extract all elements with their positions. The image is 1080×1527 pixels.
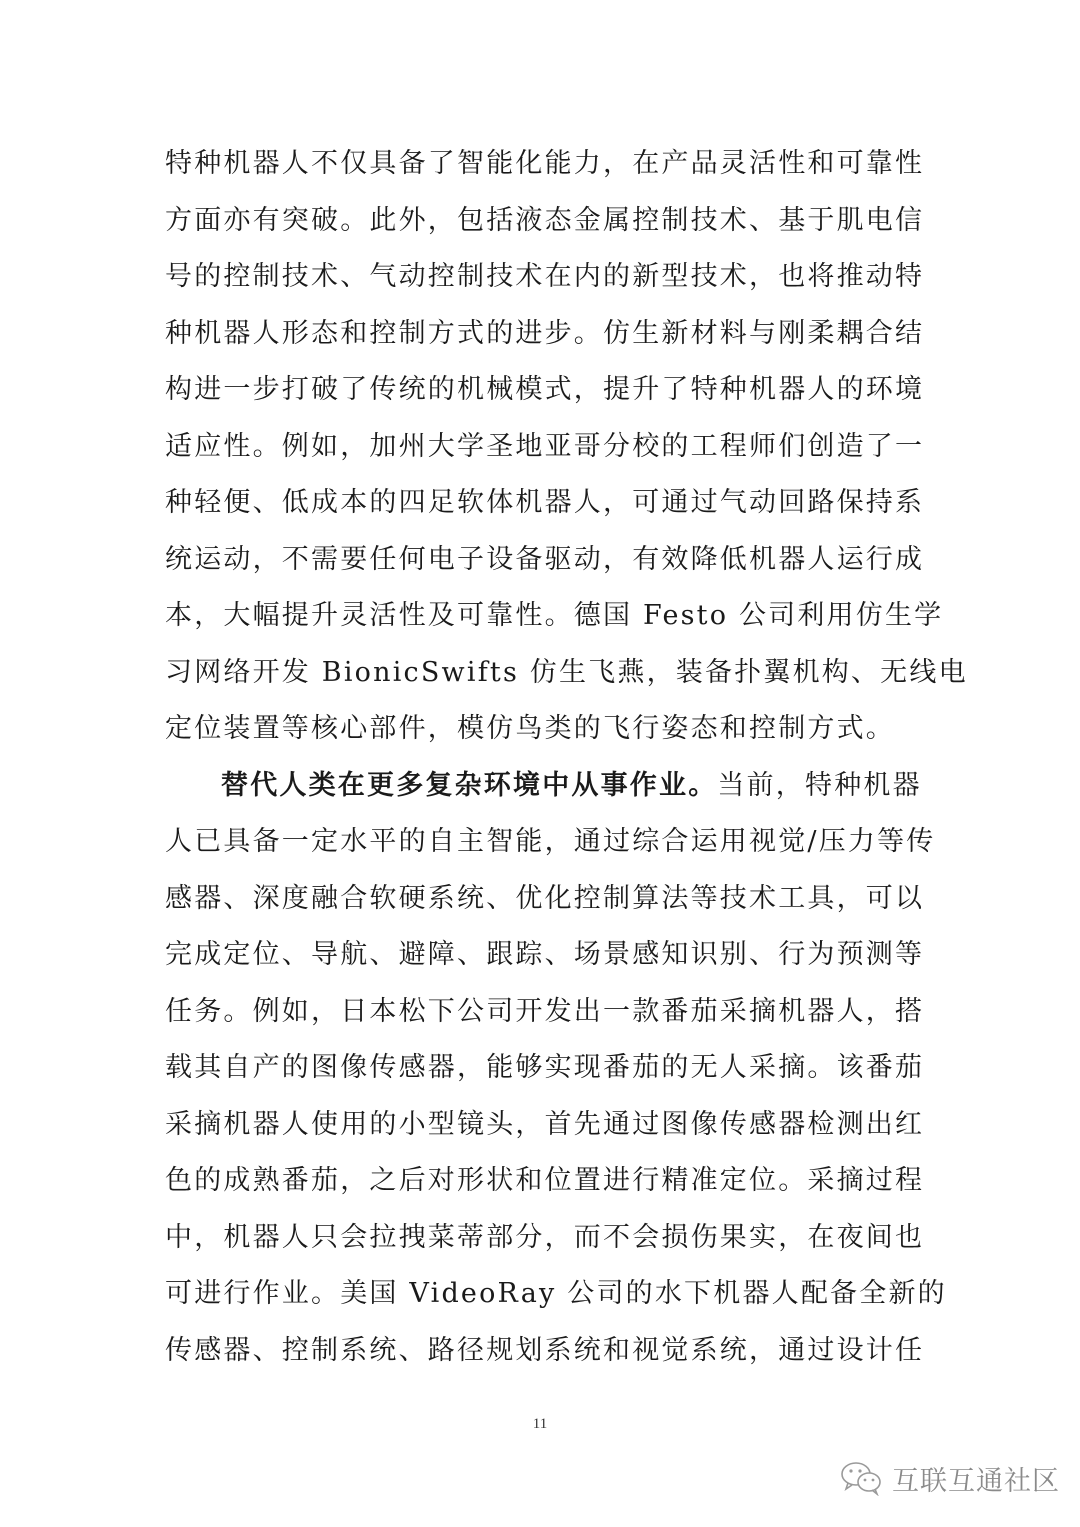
text-line: 可进行作业。美国 VideoRay 公司的水下机器人配备全新的 bbox=[165, 1278, 947, 1309]
watermark-text: 互联互通社区 bbox=[892, 1465, 1060, 1497]
text-line: 中，机器人只会拉拽菜蒂部分，而不会损伤果实，在夜间也 bbox=[165, 1221, 925, 1253]
document-body bbox=[165, 136, 968, 1379]
text-line: 载其自产的图像传感器，能够实现番茄的无人采摘。该番茄 bbox=[165, 1052, 925, 1083]
text-line: 种机器人形态和控制方式的进步。仿生新材料与刚柔耦合结 bbox=[165, 317, 925, 349]
text-line: 完成定位、导航、避障、跟踪、场景感知识别、行为预测等 bbox=[165, 939, 925, 970]
text-line: 构进一步打破了传统的机械模式，提升了特种机器人的环境 bbox=[165, 374, 925, 405]
text-line: 人已具备一定水平的自主智能，通过综合运用视觉/压力等传 bbox=[165, 826, 936, 857]
watermark bbox=[840, 1458, 1060, 1498]
text-line: 统运动，不需要任何电子设备驱动，有效降低机器人运行成 bbox=[165, 543, 925, 575]
text-line: 采摘机器人使用的小型镜头，首先通过图像传感器检测出红 bbox=[165, 1108, 925, 1140]
text-line: 任务。例如，日本松下公司开发出一款番茄采摘机器人，搭 bbox=[165, 995, 925, 1027]
text-line: 方面亦有突破。此外，包括液态金属控制技术、基于肌电信 bbox=[165, 204, 925, 236]
text-line: 定位装置等核心部件，模仿鸟类的飞行姿态和控制方式。 bbox=[165, 713, 895, 744]
wechat-icon bbox=[840, 1460, 884, 1496]
text-span: 当前，特种机器 bbox=[717, 769, 922, 801]
paragraph-heading: 替代人类在更多复杂环境中从事作业。 bbox=[221, 769, 718, 801]
text-line: 适应性。例如，加州大学圣地亚哥分校的工程师们创造了一 bbox=[165, 430, 925, 462]
paragraph-1 bbox=[165, 136, 968, 758]
text-line: 特种机器人不仅具备了智能化能力，在产品灵活性和可靠性 bbox=[165, 148, 925, 179]
text-line: 号的控制技术、气动控制技术在内的新型技术，也将推动特 bbox=[165, 261, 925, 292]
text-line: 习网络开发 BionicSwifts 仿生飞燕，装备扑翼机构、无线电 bbox=[165, 656, 968, 688]
text-line: 种轻便、低成本的四足软体机器人，可通过气动回路保持系 bbox=[165, 487, 925, 518]
text-line: 色的成熟番茄，之后对形状和位置进行精准定位。采摘过程 bbox=[165, 1165, 925, 1196]
paragraph-2 bbox=[165, 758, 947, 1380]
text-line: 感器、深度融合软硬系统、优化控制算法等技术工具，可以 bbox=[165, 882, 925, 914]
page-number: 11 bbox=[532, 1416, 548, 1432]
text-line: 传感器、控制系统、路径规划系统和视觉系统，通过设计任 bbox=[165, 1334, 925, 1366]
text-line bbox=[165, 758, 922, 815]
text-line: 本，大幅提升灵活性及可靠性。德国 Festo 公司利用仿生学 bbox=[165, 600, 944, 631]
